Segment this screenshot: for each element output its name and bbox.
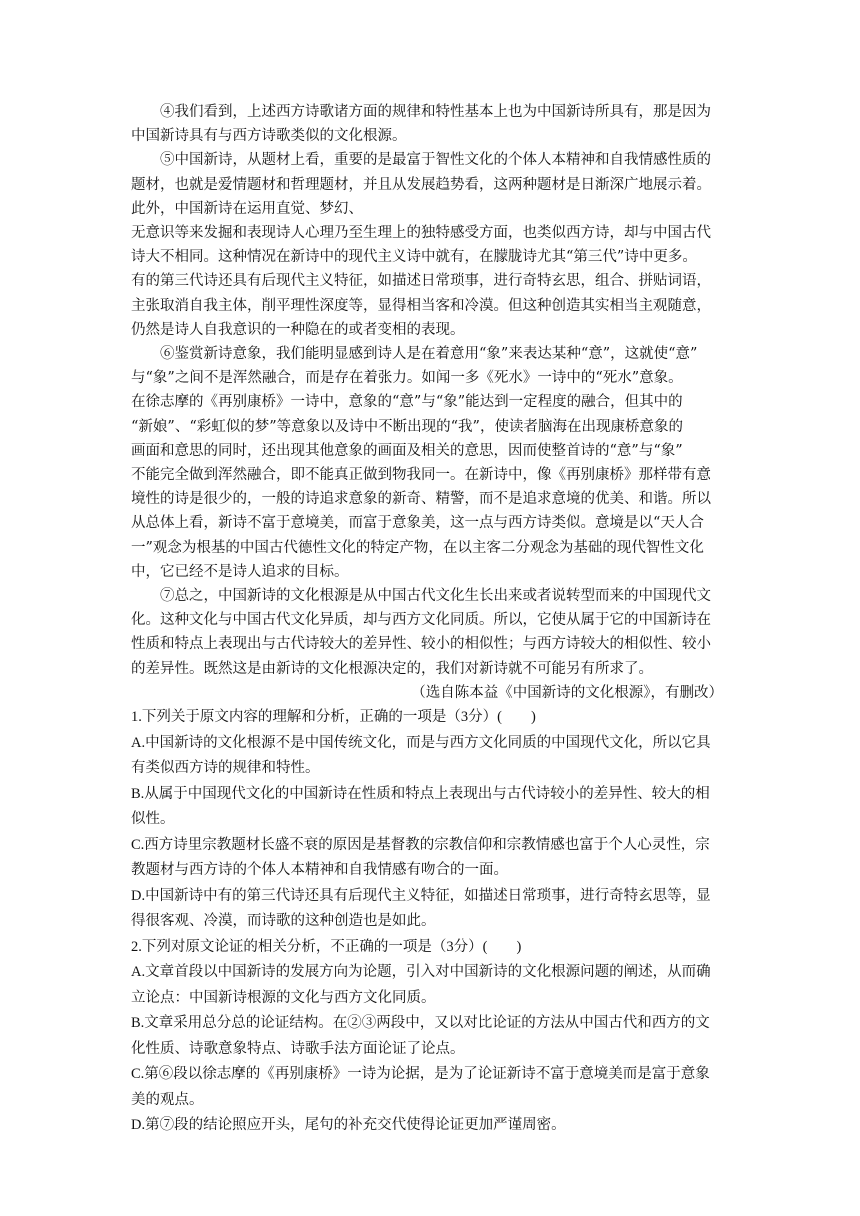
text-line: 性质和特点上表现出与古代诗较大的差异性、较小的相似性；与西方诗较大的相似性、较小 xyxy=(131,636,711,653)
text-line: 与“象”之间不是浑然融合，而是存在着张力。如闻一多《死水》一诗中的“死水”意象。 xyxy=(131,370,683,387)
option-c-cont: 教题材与西方诗的个体人本精神和自我情感有吻合的一面。 xyxy=(131,862,508,879)
paragraph-4 xyxy=(131,100,731,148)
text-line: 化。这种文化与中国古代文化异质，却与西方文化同质。所以，它使从属于它的中国新诗在 xyxy=(131,612,711,629)
question-stem: 1.下列关于原文内容的理解和分析，正确的一项是（3分）( ) xyxy=(131,709,536,726)
question-2 xyxy=(131,935,731,1139)
text-line: ⑦总之，中国新诗的文化根源是从中国古代文化生长出来或者说转型而来的中国现代文 xyxy=(160,588,711,605)
option-a: A.中国新诗的文化根源不是中国传统文化，而是与西方文化同质的中国现代文化，所以它具 xyxy=(131,734,711,751)
option-c: C.第⑥段以徐志摩的《再别康桥》一诗为论据，是为了论证新诗不富于意境美而是富于意象 xyxy=(131,1066,710,1083)
paragraph-7 xyxy=(131,584,731,681)
text-line: 的差异性。既然这是由新诗的文化根源决定的，我们对新诗就不可能另有所求了。 xyxy=(131,660,653,677)
text-line: 题材，也就是爱情题材和哲理题材，并且从发展趋势看，这两种题材是日渐深广地展示着。 xyxy=(131,176,711,193)
text-line: 从总体上看，新诗不富于意境美，而富于意象美，这一点与西方诗类似。意境是以“天人合 xyxy=(131,515,704,532)
paragraph-5 xyxy=(131,148,731,342)
text-line: 主张取消自我主体，削平理性深度等，显得相当客和冷漠。但这种创造其实相当主观随意， xyxy=(131,297,711,314)
option-b: B.文章采用总分总的论证结构。在②③两段中，又以对比论证的方法从中国古代和西方的文 xyxy=(131,1015,710,1032)
option-b-cont: 化性质、诗歌意象特点、诗歌手法方面论证了论点。 xyxy=(131,1040,465,1057)
text-line: 此外，中国新诗在运用直觉、梦幻、 xyxy=(131,200,363,217)
option-c: C.西方诗里宗教题材长盛不衰的原因是基督教的宗教信仰和宗教情感也富于个人心灵性，宗 xyxy=(131,836,710,853)
text-line: 在徐志摩的《再别康桥》一诗中，意象的“意”与“象”能达到一定程度的融合，但其中的 xyxy=(131,394,683,411)
text-line: 中国新诗具有与西方诗歌类似的文化根源。 xyxy=(131,128,407,145)
option-d-cont: 得很客观、冷漠，而诗歌的这种创造也是如此。 xyxy=(131,913,436,930)
option-b-cont: 似性。 xyxy=(131,811,175,828)
question-stem: 2.下列对原文论证的相关分析，不正确的一项是（3分）( ) xyxy=(131,938,522,955)
text-line: 一”观念为根基的中国古代德性文化的特定产物，在以主客二分观念为基础的现代智性文化 xyxy=(131,539,704,556)
text-line: ⑤中国新诗，从题材上看，重要的是最富于智性文化的个体人本精神和自我情感性质的 xyxy=(160,152,711,169)
option-a-cont: 有类似西方诗的规律和特性。 xyxy=(131,760,320,777)
text-line: ④我们看到，上述西方诗歌诸方面的规律和特性基本上也为中国新诗所具有，那是因为 xyxy=(160,104,711,120)
text-line: 无意识等来发掘和表现诗人心理乃至生理上的独特感受方面，也类似西方诗，却与中国古代 xyxy=(131,225,711,242)
text-line: 仍然是诗人自我意识的一种隐在的或者变相的表现。 xyxy=(131,321,465,338)
option-b: B.从属于中国现代文化的中国新诗在性质和特点上表现出与古代诗较小的差异性、较大的相 xyxy=(131,785,710,802)
text-line: 诗大不相同。这种情况在新诗中的现代主义诗中就有，在朦胧诗尤其“第三代”诗中更多。 xyxy=(131,249,697,266)
text-line: 画面和意思的同时，还出现其他意象的画面及相关的意思，因而使整首诗的“意”与“象” xyxy=(131,442,683,459)
option-d: D.第⑦段的结论照应开头，尾句的补充交代使得论证更加严谨周密。 xyxy=(131,1117,566,1134)
question-1 xyxy=(131,705,731,935)
text-line: ⑥鉴赏新诗意象，我们能明显感到诗人是在着意用“象”来表达某种“意”，这就使“意” xyxy=(160,346,698,363)
text-line: 中，它已经不是诗人追求的目标。 xyxy=(131,563,349,580)
document-page xyxy=(131,100,731,1139)
option-a-cont: 立论点：中国新诗根源的文化与西方文化同质。 xyxy=(131,989,436,1006)
paragraph-6 xyxy=(131,342,731,584)
text-line: “新娘”、“彩虹似的梦”等意象以及诗中不断出现的“我”，使读者脑海在出现康桥意象的 xyxy=(131,418,683,435)
option-d: D.中国新诗中有的第三代诗还具有后现代主义特征，如描述日常琐事，进行奇特玄思等，显 xyxy=(131,887,711,904)
option-c-cont: 美的观点。 xyxy=(131,1091,204,1108)
source-citation: （选自陈本益《中国新诗的文化根源》，有删改） xyxy=(411,684,723,701)
text-line: 有的第三代诗还具有后现代主义特征，如描述日常琐事，进行奇特玄思，组合、拼贴词语， xyxy=(131,273,711,290)
option-a: A.文章首段以中国新诗的发展方向为论题，引入对中国新诗的文化根源问题的阐述，从而确 xyxy=(131,964,711,981)
text-line: 境性的诗是很少的，一般的诗追求意象的新奇、精警，而不是追求意境的优美、和谐。所以 xyxy=(131,491,711,508)
text-line: 不能完全做到浑然融合，即不能真正做到物我同一。在新诗中，像《再别康桥》那样带有意 xyxy=(131,467,711,484)
